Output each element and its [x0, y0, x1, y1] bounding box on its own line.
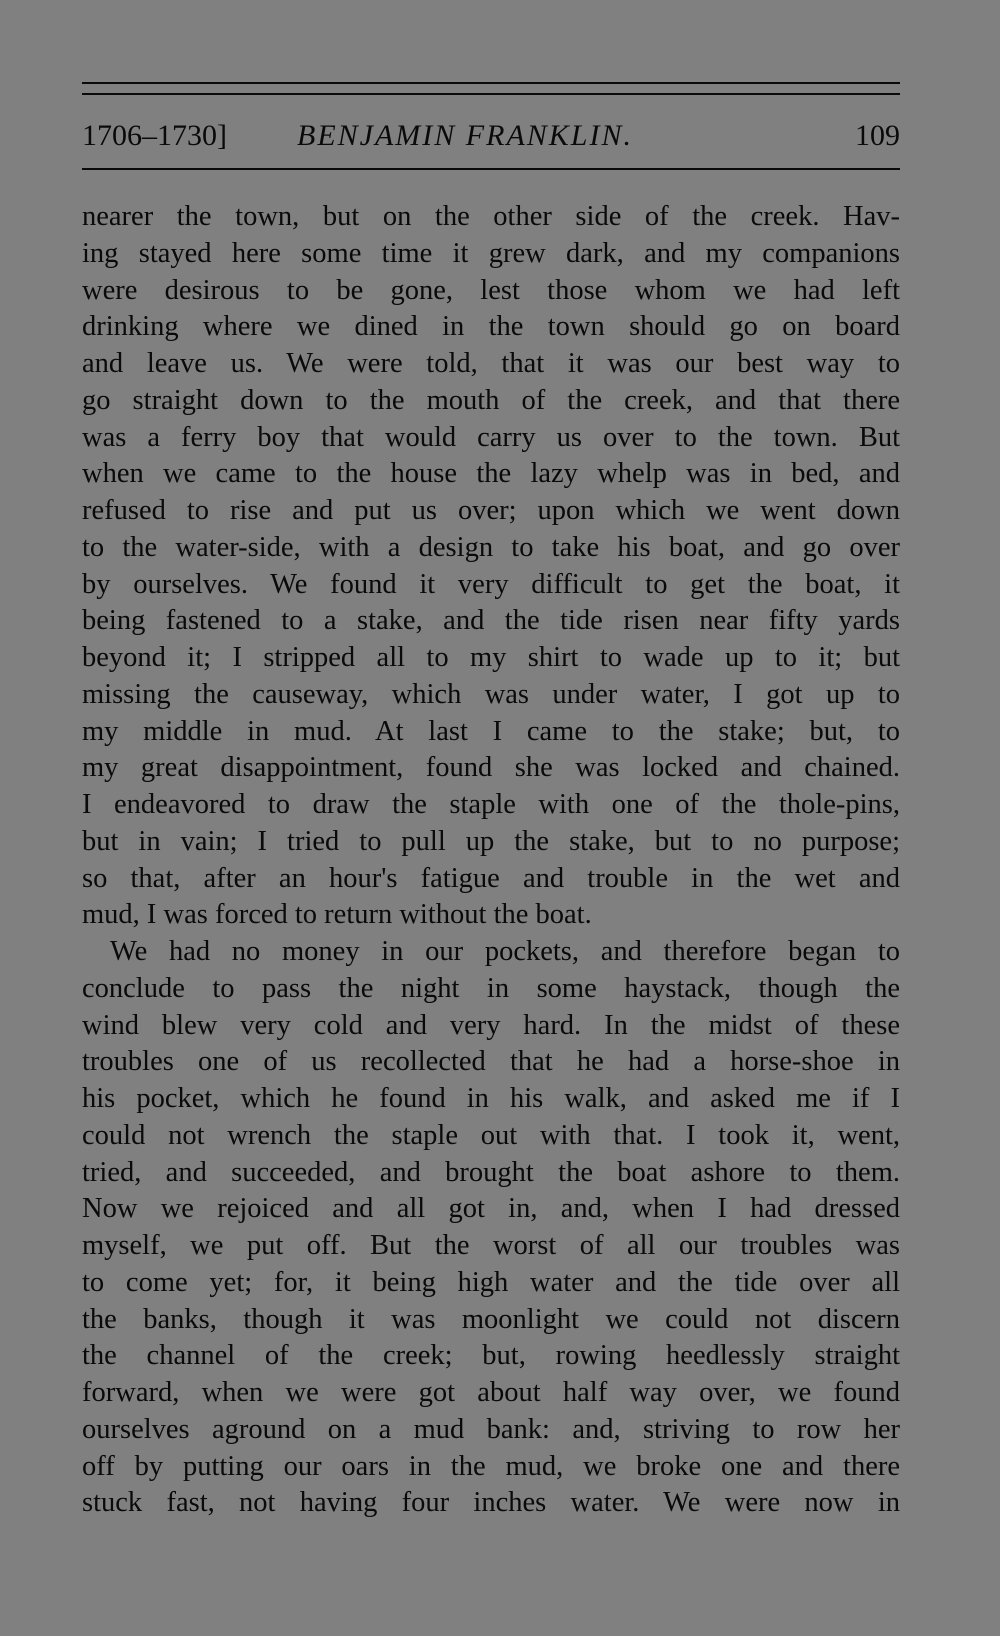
text-line: conclude to pass the night in some haystack, though the	[82, 972, 900, 1004]
text-line: forward, when we were got about half way over, we found	[82, 1377, 900, 1408]
text-line: but in vain; I tried to pull up the stake, but to no purpose;	[82, 825, 900, 857]
text-line: ing stayed here some time it grew dark, and my companions	[82, 237, 900, 269]
text-line: go straight down to the mouth of the creek, and that there	[82, 384, 900, 416]
text-line: nearer the town, but on the other side of the creek. Hav-	[82, 201, 900, 232]
text-line: stuck fast, not having four inches water. We were now in	[82, 1487, 900, 1519]
text-line: beyond it; I stripped all to my shirt to wade up to it; but	[82, 642, 900, 673]
header-running-title: BENJAMIN FRANKLIN.	[297, 119, 633, 152]
paragraph-first-line: We had no money in our pockets, and therefore began to	[110, 936, 900, 967]
text-line: missing the causeway, which was under water, I got up to	[82, 678, 900, 710]
text-line: being fastened to a stake, and the tide risen near fifty yards	[82, 605, 900, 637]
text-line: wind blew very cold and very hard. In the midst of these	[82, 1009, 900, 1041]
text-line: myself, we put off. But the worst of all our troubles was	[82, 1230, 900, 1261]
text-line: the channel of the creek; but, rowing heedlessly straight	[82, 1340, 900, 1372]
header-rule-bottom	[82, 168, 900, 170]
header-rule-second	[82, 93, 900, 95]
paragraph-last-line: mud, I was forced to return without the boat.	[82, 899, 592, 931]
text-line: and leave us. We were told, that it was our best way to	[82, 348, 900, 379]
text-line: off by putting our oars in the mud, we broke one and there	[82, 1450, 900, 1482]
text-line: tried, and succeeded, and brought the boat ashore to them.	[82, 1156, 900, 1188]
text-line: my great disappointment, found she was locked and chained.	[82, 752, 900, 784]
text-line: to the water-side, with a design to take his boat, and go over	[82, 531, 900, 563]
text-line: I endeavored to draw the staple with one of the thole-pins,	[82, 789, 900, 820]
text-line: drinking where we dined in the town should go on board	[82, 311, 900, 343]
book-page	[82, 0, 900, 1636]
text-line: my middle in mud. At last I came to the stake; but, to	[82, 715, 900, 747]
text-line: his pocket, which he found in his walk, and asked me if I	[82, 1083, 900, 1114]
header-page-number: 109	[855, 119, 900, 152]
text-line: ourselves aground on a mud bank: and, striving to row her	[82, 1413, 900, 1445]
text-line: Now we rejoiced and all got in, and, when I had dressed	[82, 1193, 900, 1225]
text-line: by ourselves. We found it very difficult to get the boat, it	[82, 568, 900, 600]
header-years: 1706–1730]	[82, 119, 227, 152]
text-line: refused to rise and put us over; upon which we went down	[82, 495, 900, 526]
header-rule-top	[82, 82, 900, 84]
text-line: so that, after an hour's fatigue and trouble in the wet and	[82, 862, 900, 894]
text-line: to come yet; for, it being high water and the tide over all	[82, 1266, 900, 1298]
text-line: could not wrench the staple out with that. I took it, went,	[82, 1119, 900, 1151]
text-line: troubles one of us recollected that he had a horse-shoe in	[82, 1046, 900, 1078]
text-line: were desirous to be gone, lest those whom we had left	[82, 274, 900, 306]
running-header	[82, 116, 900, 156]
text-line: the banks, though it was moonlight we could not discern	[82, 1303, 900, 1335]
text-line: when we came to the house the lazy whelp was in bed, and	[82, 458, 900, 490]
text-line: was a ferry boy that would carry us over to the town. But	[82, 421, 900, 453]
body-text	[82, 199, 900, 1522]
